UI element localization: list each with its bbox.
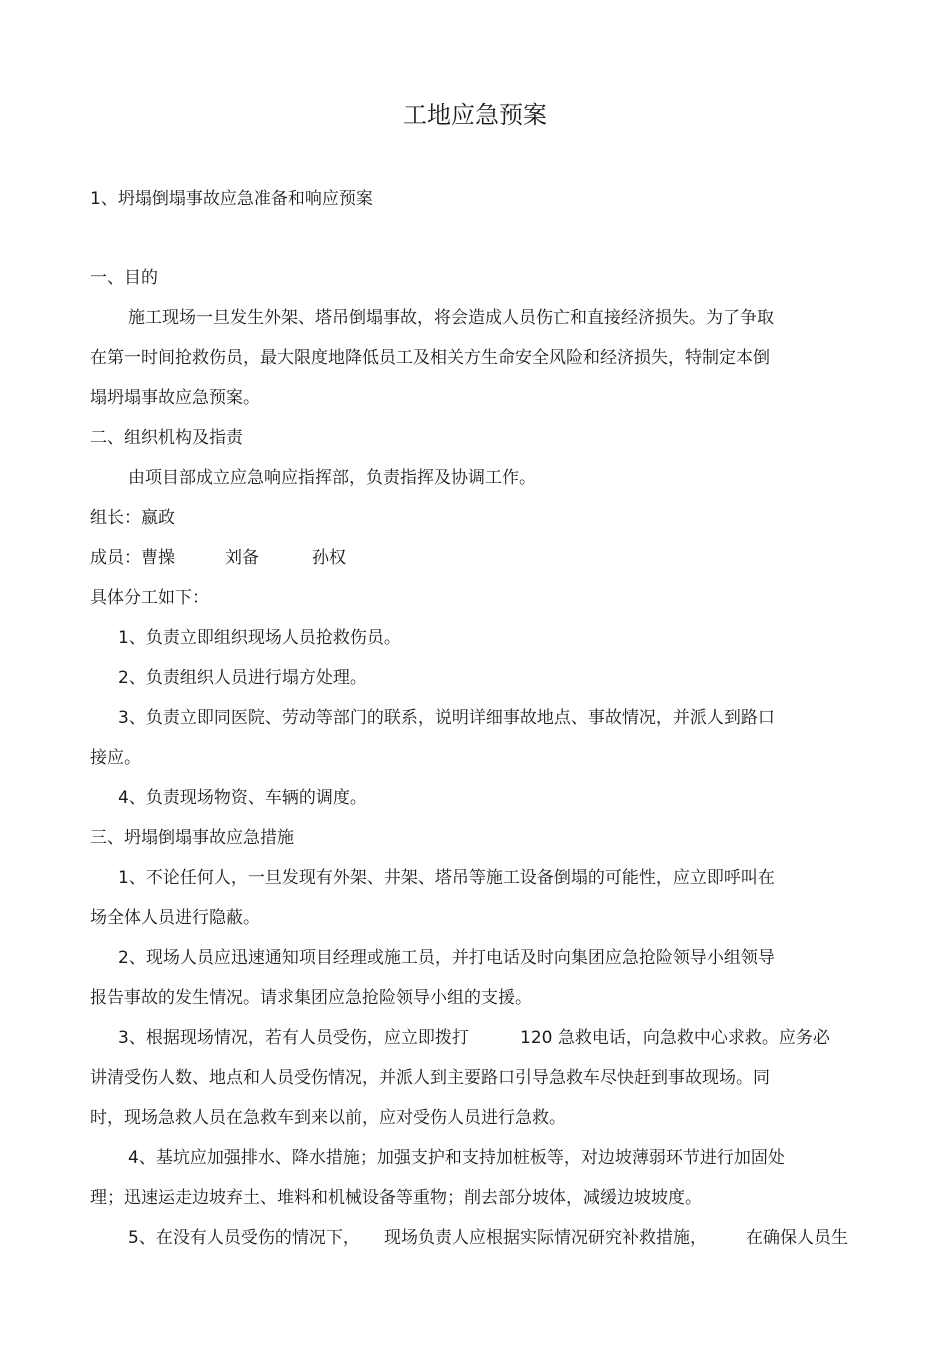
division-label: 具体分工如下：: [90, 588, 209, 608]
section-heading: 1、坍塌倒塌事故应急准备和响应预案: [90, 189, 373, 209]
member-name: 刘备: [225, 548, 259, 568]
member-name: 孙权: [312, 548, 346, 568]
duty-item: 4、负责现场物资、车辆的调度。: [118, 788, 367, 808]
part-heading-measures: 三、坍塌倒塌事故应急措施: [90, 828, 294, 848]
measure-line: 5、在没有人员受伤的情况下，: [128, 1228, 360, 1248]
duty-item: 2、负责组织人员进行塌方处理。: [118, 668, 367, 688]
measure-line: 3、根据现场情况，若有人员受伤，应立即拨打: [118, 1028, 469, 1048]
paragraph-line: 塌坍塌事故应急预案。: [90, 388, 260, 408]
leader-line: 组长：嬴政: [90, 508, 175, 528]
members-label: 成员：曹操: [90, 548, 175, 568]
measure-line: 1、不论任何人，一旦发现有外架、井架、塔吊等施工设备倒塌的可能性，应立即呼叫在: [118, 868, 775, 888]
part-heading-organization: 二、组织机构及指责: [90, 428, 243, 448]
measure-line: 在确保人员生: [746, 1228, 848, 1248]
duty-item: 1、负责立即组织现场人员抢救伤员。: [118, 628, 401, 648]
paragraph-line: 施工现场一旦发生外架、塔吊倒塌事故，将会造成人员伤亡和直接经济损失。为了争取: [128, 308, 774, 328]
paragraph-line: 在第一时间抢救伤员，最大限度地降低员工及相关方生命安全风险和经济损失，特制定本倒: [90, 348, 770, 368]
part-heading-purpose: 一、目的: [90, 268, 158, 288]
measure-line: 2、现场人员应迅速通知项目经理或施工员，并打电话及时向集团应急抢险领导小组领导: [118, 948, 775, 968]
measure-line: 理；迅速运走边坡弃土、堆料和机械设备等重物；削去部分坡体，减缓边坡坡度。: [90, 1188, 702, 1208]
duty-item: 接应。: [90, 748, 141, 768]
paragraph-line: 由项目部成立应急响应指挥部，负责指挥及协调工作。: [128, 468, 536, 488]
measure-line: 讲清受伤人数、地点和人员受伤情况，并派人到主要路口引导急救车尽快赶到事故现场。同: [90, 1068, 770, 1088]
measure-line: 现场负责人应根据实际情况研究补救措施，: [384, 1228, 707, 1248]
measure-line: 报告事故的发生情况。请求集团应急抢险领导小组的支援。: [90, 988, 532, 1008]
measure-line: 120 急救电话，向急救中心求救。应务必: [520, 1028, 830, 1048]
measure-line: 时，现场急救人员在急救车到来以前，应对受伤人员进行急救。: [90, 1108, 566, 1128]
measure-line: 4、基坑应加强排水、降水措施；加强支护和支持加桩板等，对边坡薄弱环节进行加固处: [128, 1148, 785, 1168]
document-title: 工地应急预案: [403, 101, 547, 129]
measure-line: 场全体人员进行隐蔽。: [90, 908, 260, 928]
duty-item: 3、负责立即同医院、劳动等部门的联系，说明详细事故地点、事故情况，并派人到路口: [118, 708, 775, 728]
